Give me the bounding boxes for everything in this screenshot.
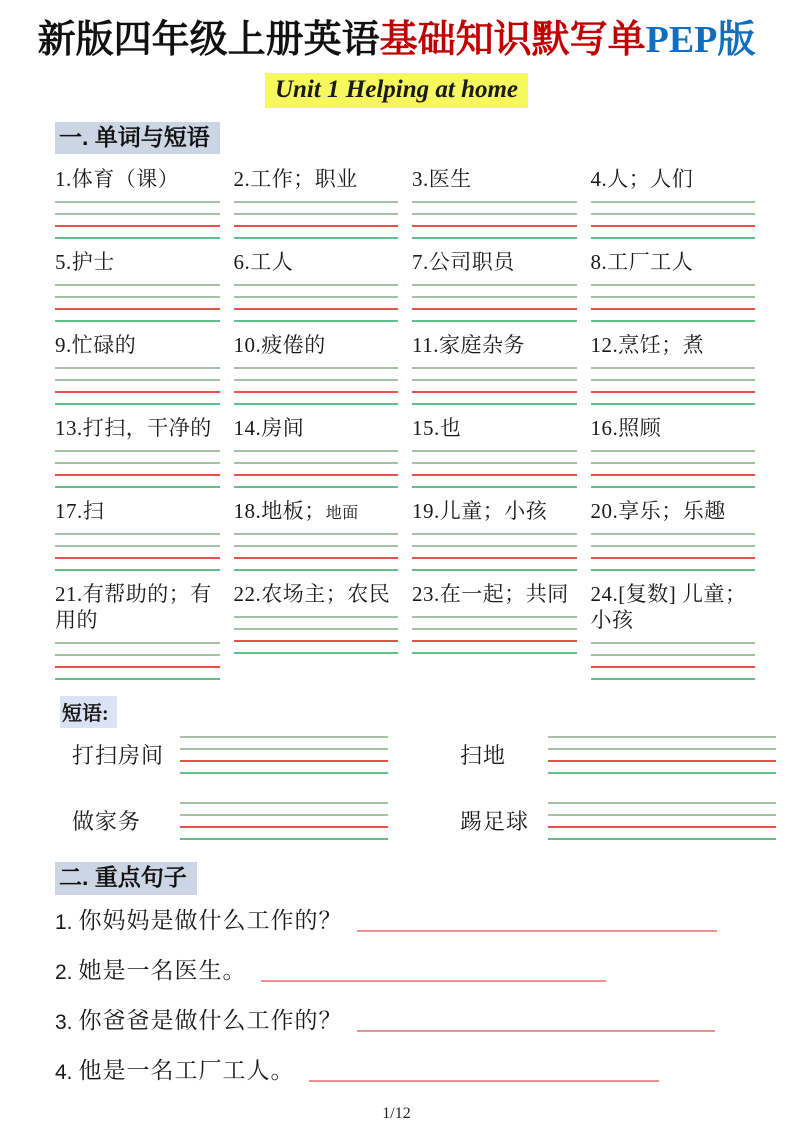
vocab-label: 9.忙碌的	[55, 333, 137, 358]
vocab-label: 19.儿童；小孩	[412, 499, 548, 524]
writing-line	[548, 814, 776, 816]
writing-line	[55, 284, 220, 286]
phrases-label: 短语:	[60, 696, 117, 728]
writing-line	[234, 225, 399, 227]
writing-line	[412, 450, 577, 452]
sentence-text: 她是一名医生。	[78, 957, 247, 983]
writing-line	[234, 652, 399, 654]
writing-line	[412, 237, 577, 239]
sentence-text: 你妈妈是做什么工作的？	[78, 907, 343, 933]
vocab-label: 20.享乐；乐趣	[590, 499, 726, 524]
writing-line	[180, 838, 388, 840]
writing-line	[412, 213, 577, 215]
writing-line	[55, 533, 220, 535]
writing-line	[234, 213, 399, 215]
writing-line	[412, 486, 577, 488]
writing-line	[548, 772, 776, 774]
writing-line	[412, 296, 577, 298]
vocab-item	[412, 415, 577, 488]
writing-line	[234, 545, 399, 547]
answer-line	[261, 980, 606, 982]
writing-line	[412, 403, 577, 405]
vocab-item	[55, 581, 220, 680]
writing-line	[234, 450, 399, 452]
writing-line-set	[591, 282, 756, 322]
writing-line	[412, 320, 577, 322]
writing-line-set	[412, 448, 577, 488]
writing-line	[412, 640, 577, 642]
writing-line-set	[55, 531, 220, 571]
answer-line	[309, 1080, 659, 1082]
writing-line-set	[234, 531, 399, 571]
writing-line	[234, 391, 399, 393]
vocab-item	[591, 498, 756, 571]
vocab-label: 7.公司职员	[412, 250, 515, 275]
writing-line	[591, 403, 756, 405]
writing-line	[591, 654, 756, 656]
sentence-text: 你爸爸是做什么工作的？	[78, 1007, 343, 1033]
writing-line	[591, 486, 756, 488]
answer-line	[357, 1030, 715, 1032]
writing-line	[591, 569, 756, 571]
writing-line-set	[55, 365, 220, 405]
phrase-label: 做家务	[72, 808, 142, 834]
writing-line	[591, 237, 756, 239]
unit-banner: Unit 1 Helping at home	[265, 73, 528, 108]
writing-line	[55, 462, 220, 464]
writing-line	[180, 760, 388, 762]
writing-line	[55, 678, 220, 680]
writing-line	[55, 557, 220, 559]
writing-line	[234, 296, 399, 298]
writing-line	[55, 296, 220, 298]
writing-line	[234, 284, 399, 286]
vocab-label: 16.照顾	[590, 416, 662, 441]
writing-line	[55, 486, 220, 488]
writing-line	[548, 826, 776, 828]
writing-line	[55, 545, 220, 547]
writing-line	[55, 213, 220, 215]
writing-line-set	[234, 282, 399, 322]
writing-line	[591, 201, 756, 203]
vocab-item	[234, 415, 399, 488]
writing-line	[591, 367, 756, 369]
writing-line	[591, 666, 756, 668]
writing-line	[412, 616, 577, 618]
writing-line	[55, 403, 220, 405]
sentence-number: 1.	[55, 910, 73, 934]
vocab-label: 1.体育（课）	[55, 167, 180, 192]
vocab-label: 2.工作；职业	[233, 167, 358, 192]
writing-line-set	[55, 640, 220, 680]
sentence-number: 2.	[55, 960, 73, 984]
vocab-label: 17.扫	[55, 499, 105, 524]
sentence-item	[55, 1055, 753, 1085]
sentence-item	[55, 1005, 753, 1035]
writing-line	[234, 379, 399, 381]
writing-line-set	[234, 365, 399, 405]
writing-line	[591, 320, 756, 322]
writing-line	[234, 557, 399, 559]
sentences-section	[55, 905, 753, 1085]
vocab-item	[591, 581, 756, 680]
writing-line-set	[234, 614, 399, 654]
writing-line	[234, 308, 399, 310]
writing-line	[412, 545, 577, 547]
vocab-label: 23.在一起；共同	[412, 582, 569, 607]
title-part-black: 新版四年级上册英语	[37, 19, 380, 61]
writing-line-set	[412, 199, 577, 239]
writing-line	[548, 736, 776, 738]
vocab-item	[55, 249, 220, 322]
writing-line	[55, 225, 220, 227]
writing-line	[55, 367, 220, 369]
phrase-grid	[72, 734, 755, 840]
writing-line	[412, 225, 577, 227]
vocab-item	[234, 581, 399, 680]
vocab-label: 4.人；人们	[590, 167, 694, 192]
vocab-label: 22.农场主；农民	[233, 582, 391, 607]
writing-line	[55, 237, 220, 239]
writing-line	[591, 533, 756, 535]
writing-line-set	[55, 199, 220, 239]
writing-line	[55, 308, 220, 310]
writing-line	[591, 462, 756, 464]
writing-line	[591, 391, 756, 393]
writing-line	[180, 826, 388, 828]
writing-line	[412, 569, 577, 571]
writing-line	[412, 201, 577, 203]
vocab-label: 10.疲倦的	[233, 333, 326, 358]
vocab-item	[591, 166, 756, 239]
writing-line	[234, 616, 399, 618]
writing-line-set	[55, 448, 220, 488]
writing-line	[55, 450, 220, 452]
title-part-red: 基础知识默写单	[379, 19, 646, 61]
writing-line-set	[548, 800, 776, 840]
vocab-grid	[55, 166, 755, 680]
page-title	[0, 18, 793, 64]
writing-line	[591, 225, 756, 227]
sentence-number: 3.	[55, 1010, 73, 1034]
vocab-label: 5.护士	[55, 250, 115, 275]
writing-line-set	[591, 199, 756, 239]
writing-line-set	[234, 448, 399, 488]
writing-line-set	[412, 282, 577, 322]
writing-line	[234, 569, 399, 571]
writing-line	[412, 557, 577, 559]
writing-line-set	[180, 734, 388, 774]
title-part-blue: PEP版	[645, 19, 756, 61]
vocab-label: 11.家庭杂务	[412, 333, 525, 358]
vocab-label: 8.工厂工人	[590, 250, 694, 275]
writing-line-set	[591, 365, 756, 405]
vocab-item	[55, 498, 220, 571]
section-header-sentences: 二. 重点句子	[55, 862, 197, 895]
writing-line	[55, 642, 220, 644]
writing-line	[412, 533, 577, 535]
vocab-item	[412, 332, 577, 405]
writing-line	[234, 403, 399, 405]
sentence-number: 4.	[55, 1060, 73, 1084]
writing-line-set	[412, 614, 577, 654]
unit-banner-row	[0, 73, 793, 108]
writing-line	[180, 736, 388, 738]
sentence-item	[55, 955, 753, 985]
writing-line	[55, 201, 220, 203]
writing-line	[548, 802, 776, 804]
writing-line	[548, 760, 776, 762]
writing-line-set	[591, 640, 756, 680]
writing-line	[591, 557, 756, 559]
phrases-section	[60, 696, 755, 840]
vocab-label: 15.也	[412, 416, 462, 441]
writing-line	[591, 308, 756, 310]
writing-line	[234, 201, 399, 203]
vocab-item	[412, 581, 577, 680]
writing-line-set	[548, 734, 776, 774]
sentence-item	[55, 905, 753, 935]
vocab-item	[55, 332, 220, 405]
vocab-item	[412, 249, 577, 322]
writing-line-set	[180, 800, 388, 840]
writing-line-set	[412, 531, 577, 571]
writing-line	[412, 284, 577, 286]
writing-line	[591, 213, 756, 215]
page-number: 1/12	[382, 1104, 411, 1122]
writing-line	[548, 748, 776, 750]
answer-line	[357, 930, 717, 932]
vocab-item	[55, 415, 220, 488]
vocab-label: 21.有帮助的；有用的	[55, 582, 212, 633]
writing-line-set	[234, 199, 399, 239]
writing-line	[234, 367, 399, 369]
writing-line	[412, 474, 577, 476]
vocab-label: 13.打扫，干净的	[55, 416, 212, 441]
writing-line	[591, 379, 756, 381]
vocab-label: 12.烹饪；煮	[590, 333, 705, 358]
writing-line	[591, 474, 756, 476]
writing-line	[234, 486, 399, 488]
writing-line-set	[591, 531, 756, 571]
vocab-label: 3.医生	[412, 167, 472, 192]
writing-line-set	[412, 365, 577, 405]
writing-line	[180, 772, 388, 774]
writing-line	[180, 748, 388, 750]
writing-line	[55, 666, 220, 668]
writing-line	[234, 320, 399, 322]
vocab-label: 18.地板；地面	[233, 499, 359, 524]
vocab-item	[234, 332, 399, 405]
writing-line	[234, 462, 399, 464]
writing-line	[234, 533, 399, 535]
vocab-label: 14.房间	[233, 416, 305, 441]
writing-line	[55, 391, 220, 393]
writing-line	[234, 237, 399, 239]
vocab-item	[591, 249, 756, 322]
vocab-label: 6.工人	[233, 250, 294, 275]
writing-line	[591, 545, 756, 547]
writing-line	[55, 474, 220, 476]
vocab-item	[591, 332, 756, 405]
writing-line	[591, 450, 756, 452]
writing-line	[234, 474, 399, 476]
writing-line-set	[591, 448, 756, 488]
writing-line	[591, 642, 756, 644]
writing-line	[548, 838, 776, 840]
writing-line	[180, 814, 388, 816]
vocab-item	[55, 166, 220, 239]
writing-line-set	[55, 282, 220, 322]
vocab-item	[234, 498, 399, 571]
vocab-item	[412, 498, 577, 571]
writing-line	[234, 640, 399, 642]
vocab-item	[234, 249, 399, 322]
vocab-item	[591, 415, 756, 488]
vocab-label: 24.[复数] 儿童；小孩	[590, 582, 747, 633]
writing-line	[55, 320, 220, 322]
vocab-item	[234, 166, 399, 239]
writing-line	[412, 379, 577, 381]
phrase-label: 打扫房间	[72, 742, 165, 768]
phrase-label: 踢足球	[460, 808, 530, 834]
phrase-label: 扫地	[460, 742, 507, 768]
writing-line	[412, 628, 577, 630]
writing-line	[591, 678, 756, 680]
writing-line	[55, 654, 220, 656]
writing-line	[234, 628, 399, 630]
writing-line	[180, 802, 388, 804]
vocab-item	[412, 166, 577, 239]
writing-line	[55, 379, 220, 381]
writing-line	[591, 284, 756, 286]
writing-line	[412, 367, 577, 369]
writing-line	[55, 569, 220, 571]
writing-line	[412, 308, 577, 310]
writing-line	[591, 296, 756, 298]
section-header-words: 一. 单词与短语	[55, 122, 220, 155]
writing-line	[412, 462, 577, 464]
writing-line	[412, 391, 577, 393]
writing-line	[412, 652, 577, 654]
sentence-text: 他是一名工厂工人。	[78, 1057, 295, 1083]
